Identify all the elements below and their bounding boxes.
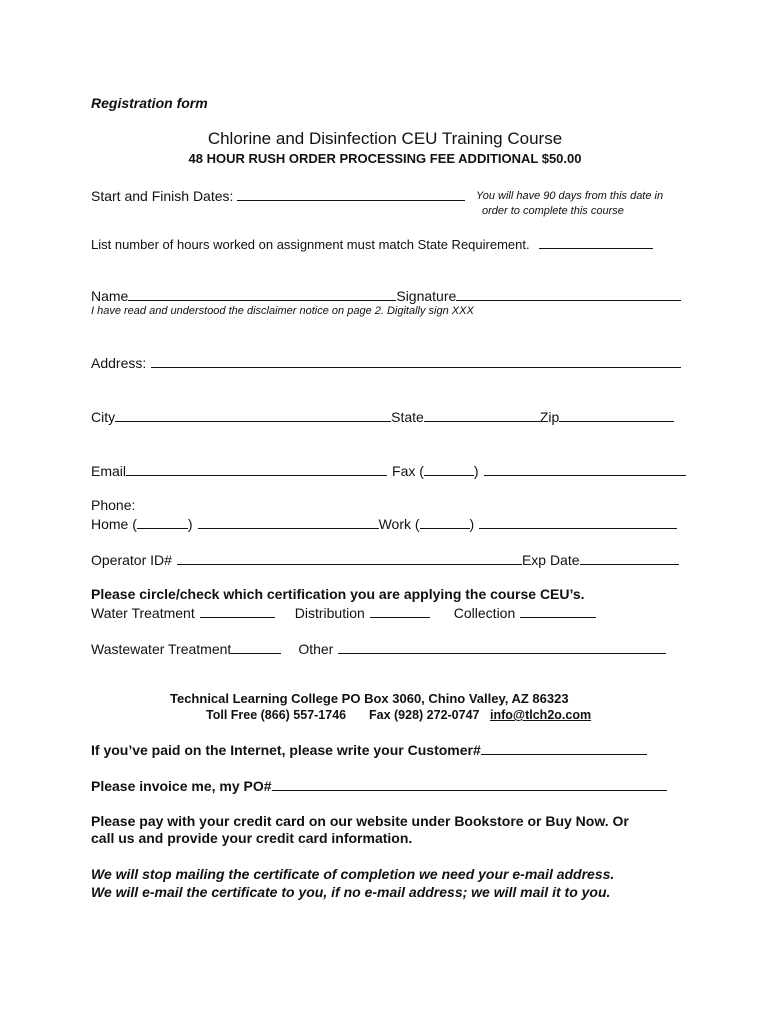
name-field[interactable] bbox=[128, 287, 396, 301]
fax-number-field[interactable] bbox=[484, 462, 686, 476]
work-area-code-field[interactable] bbox=[420, 515, 470, 529]
po-number-label: Please invoice me, my PO# bbox=[91, 778, 272, 794]
college-email-link[interactable]: info@tlch2o.com bbox=[490, 708, 592, 722]
credit-card-line-1: Please pay with your credit card on our website under Bookstore or Buy Now. Or bbox=[91, 813, 629, 829]
collection-field[interactable] bbox=[520, 604, 596, 618]
signature-field[interactable] bbox=[456, 287, 681, 301]
dates-note-1: You will have 90 days from this date in bbox=[476, 190, 664, 202]
disclaimer-note: I have read and understood the disclaimer notice on page 2. Digitally sign XXX bbox=[91, 305, 474, 317]
address-field[interactable] bbox=[151, 354, 681, 368]
fax-close: ) bbox=[473, 463, 479, 479]
college-fax: Fax (928) 272-0747 bbox=[369, 708, 480, 722]
state-label: State bbox=[391, 409, 424, 425]
city-label: City bbox=[91, 409, 116, 425]
home-phone-field[interactable] bbox=[198, 515, 379, 529]
customer-number-field[interactable] bbox=[481, 741, 647, 755]
home-phone-label: Home ( bbox=[91, 516, 137, 532]
work-phone-label: Work ( bbox=[378, 516, 420, 532]
certificate-note-line-2: We will e-mail the certificate to you, if no e-mail address; we will mail it to you. bbox=[91, 884, 611, 900]
certificate-note-line-1: We will stop mailing the certificate of completion we need your e-mail address. bbox=[91, 866, 615, 882]
email-field[interactable] bbox=[126, 462, 387, 476]
college-tollfree: Toll Free (866) 557-1746 bbox=[206, 708, 347, 722]
address-label: Address: bbox=[91, 355, 147, 371]
work-phone-field[interactable] bbox=[479, 515, 677, 529]
name-label: Name bbox=[91, 288, 129, 304]
signature-label: Signature bbox=[396, 288, 457, 304]
college-address: Technical Learning College PO Box 3060, Chino Valley, AZ 86323 bbox=[170, 691, 569, 706]
other-field[interactable] bbox=[338, 640, 666, 654]
operator-id-field[interactable] bbox=[177, 551, 522, 565]
operator-id-label: Operator ID# bbox=[91, 552, 172, 568]
collection-label: Collection bbox=[453, 605, 516, 621]
credit-card-line-2: call us and provide your credit card information. bbox=[91, 830, 413, 846]
city-field[interactable] bbox=[115, 408, 391, 422]
distribution-label: Distribution bbox=[294, 605, 365, 621]
wastewater-treatment-field[interactable] bbox=[231, 640, 281, 654]
hours-label: List number of hours worked on assignment must match State Requirement. bbox=[91, 237, 530, 252]
customer-number-label: If you’ve paid on the Internet, please write your Customer# bbox=[91, 742, 481, 758]
dates-note-2: order to complete this course bbox=[482, 205, 624, 217]
po-number-field[interactable] bbox=[272, 777, 667, 791]
page-title: Chlorine and Disinfection CEU Training Course bbox=[207, 129, 563, 148]
state-field[interactable] bbox=[424, 408, 540, 422]
water-treatment-field[interactable] bbox=[200, 604, 275, 618]
fax-area-code-field[interactable] bbox=[424, 462, 474, 476]
zip-field[interactable] bbox=[559, 408, 674, 422]
home-phone-close: ) bbox=[187, 516, 193, 532]
exp-date-label: Exp Date bbox=[521, 552, 580, 568]
certification-heading: Please circle/check which certification you are applying the course CEU’s. bbox=[91, 586, 585, 602]
water-treatment-label: Water Treatment bbox=[91, 605, 195, 621]
other-label: Other bbox=[298, 641, 334, 657]
dates-field[interactable] bbox=[237, 187, 465, 201]
home-area-code-field[interactable] bbox=[137, 515, 188, 529]
phone-label: Phone: bbox=[91, 497, 136, 513]
email-label: Email bbox=[91, 463, 127, 479]
zip-label: Zip bbox=[539, 409, 560, 425]
exp-date-field[interactable] bbox=[580, 551, 679, 565]
dates-label: Start and Finish Dates: bbox=[91, 188, 234, 204]
hours-field[interactable] bbox=[539, 235, 653, 249]
work-phone-close: ) bbox=[469, 516, 475, 532]
page-subtitle: 48 HOUR RUSH ORDER PROCESSING FEE ADDITIONAL $50.00 bbox=[188, 151, 582, 166]
form-label: Registration form bbox=[91, 95, 208, 111]
wastewater-treatment-label: Wastewater Treatment bbox=[91, 641, 232, 657]
distribution-field[interactable] bbox=[370, 604, 430, 618]
fax-label: Fax ( bbox=[392, 463, 424, 479]
